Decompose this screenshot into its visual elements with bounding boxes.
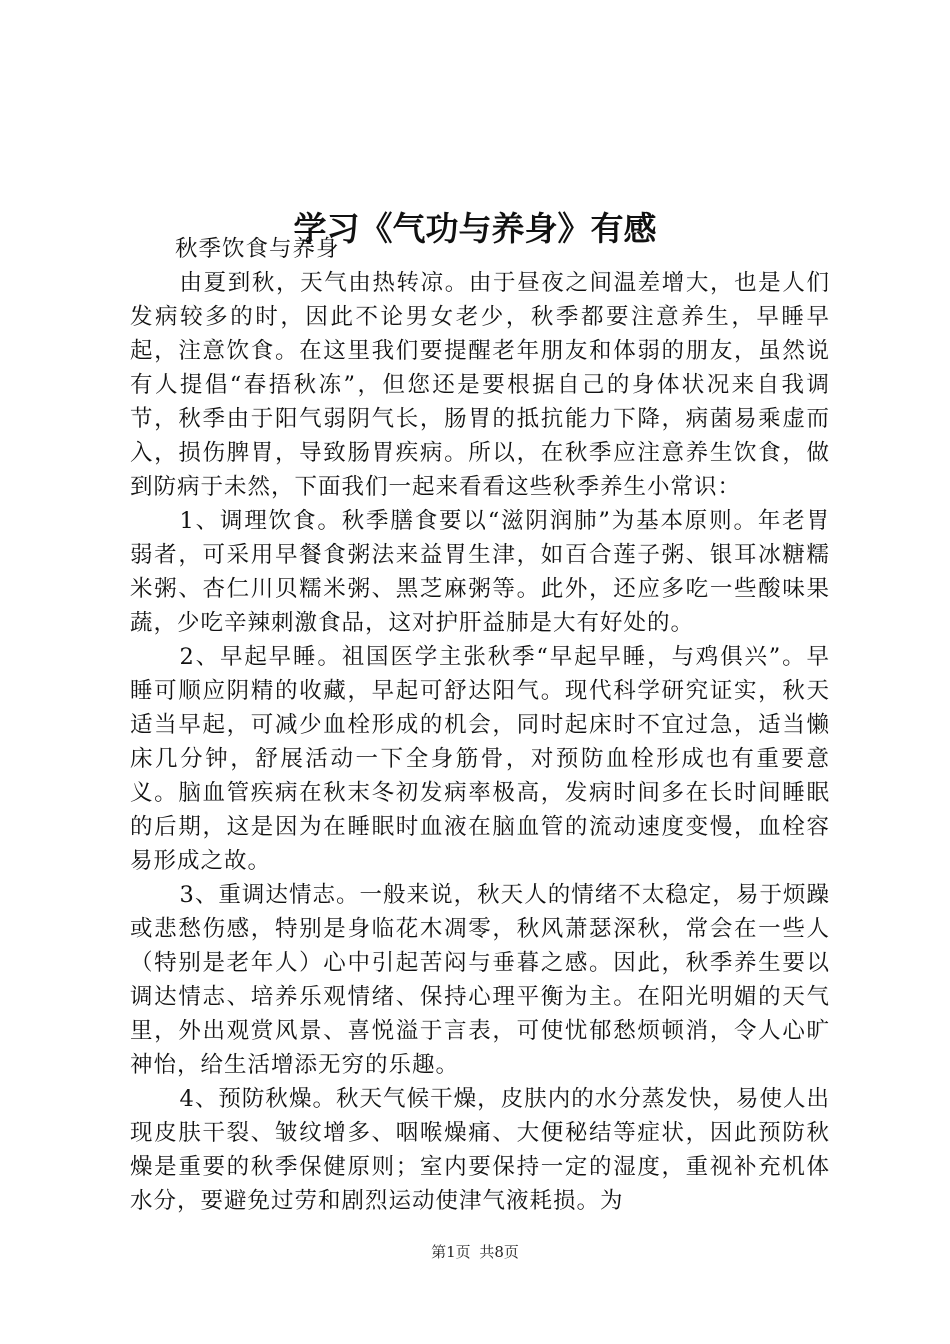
paragraph-dryness: 4、预防秋燥。秋天气候干燥，皮肤内的水分蒸发快，易使人出现皮肤干裂、皱纹增多、咽喉燥痛、大便秘结等症状，因此预防秋燥是重要的秋季保健原则；室内要保持一定的湿度，重视补充机体水分，要避免过劳和剧烈运动使津气液耗损。为 — [130, 1086, 830, 1214]
document-body — [130, 232, 830, 1218]
page-number: 第1页 — [431, 1243, 471, 1261]
page-title: 学习《气功与养身》有感 — [293, 209, 657, 249]
page-footer — [0, 1242, 950, 1262]
paragraph-intro: 由夏到秋，天气由热转凉。由于昼夜之间温差增大，也是人们发病较多的时，因此不论男女老少，秋季都要注意养生，早睡早起，注意饮食。在这里我们要提醒老年朋友和体弱的朋友，虽然说有人提倡“春捂秋冻”，但您还是要根据自己的身体状况来自我调节，秋季由于阳气弱阴气长，肠胃的抵抗能力下降，病菌易乘虚而入，损伤脾胃，导致肠胃疾病。所以，在秋季应注意养生饮食，做到防病于未然，下面我们一起来看看这些秋季养生小常识： — [130, 270, 830, 500]
section-subtitle: 秋季饮食与养身 — [175, 236, 340, 262]
paragraph-mood: 3、重调达情志。一般来说，秋天人的情绪不太稳定，易于烦躁或悲愁伤感，特别是身临花木凋零，秋风萧瑟深秋，常会在一些人（特别是老年人）心中引起苦闷与垂暮之感。因此，秋季养生要以调达情志、培养乐观情绪、保持心理平衡为主。在阳光明媚的天气里，外出观赏风景、喜悦溢于言表，可使忧郁愁烦顿消，令人心旷神怡，给生活增添无穷的乐趣。 — [130, 882, 830, 1078]
paragraph-diet: 1、调理饮食。秋季膳食要以“滋阴润肺”为基本原则。年老胃弱者，可采用早餐食粥法来益胃生津，如百合莲子粥、银耳冰糖糯米粥、杏仁川贝糯米粥、黑芝麻粥等。此外，还应多吃一些酸味果蔬，少吃辛辣刺激食品，这对护肝益肺是大有好处的。 — [130, 508, 830, 636]
paragraph-sleep: 2、早起早睡。祖国医学主张秋季“早起早睡，与鸡俱兴”。早睡可顺应阴精的收藏，早起可舒达阳气。现代科学研究证实，秋天适当早起，可减少血栓形成的机会，同时起床时不宜过急，适当懒床几分钟，舒展活动一下全身筋骨，对预防血栓形成也有重要意义。脑血管疾病在秋末冬初发病率极高，发病时间多在长时间睡眠的后期，这是因为在睡眠时血液在脑血管的流动速度变慢，血栓容易形成之故。 — [130, 644, 830, 874]
page-total: 共8页 — [479, 1243, 519, 1261]
